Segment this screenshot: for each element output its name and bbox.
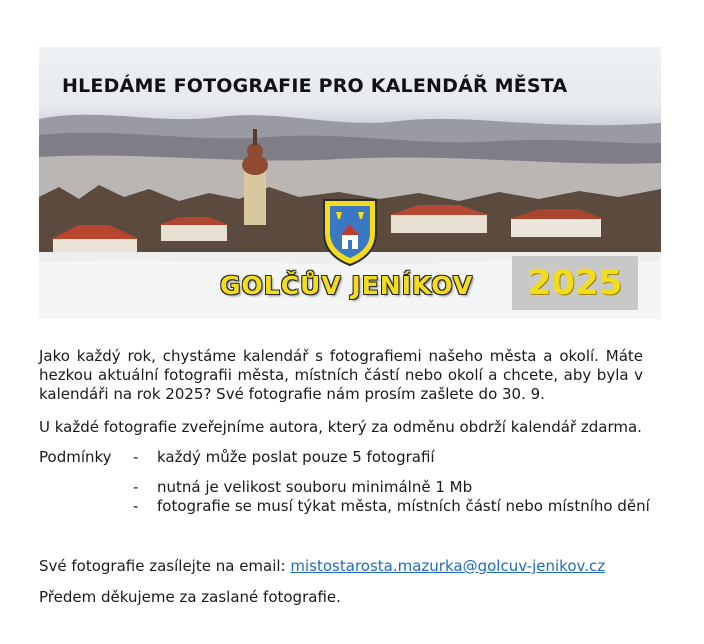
contact-line bbox=[39, 557, 643, 576]
town-crest-icon bbox=[321, 197, 379, 267]
page-title: HLEDÁME FOTOGRAFIE PRO KALENDÁŘ MĚSTA bbox=[62, 75, 568, 97]
thanks-line: Předem děkujeme za zaslané fotografie. bbox=[39, 588, 341, 606]
town-name-logo: GOLČŮV JENÍKOV bbox=[220, 271, 474, 300]
conditions-item: - nutná je velikost souboru minimálně 1 Mb bbox=[133, 478, 473, 496]
year-badge bbox=[512, 256, 638, 310]
bullet-dash: - bbox=[133, 497, 139, 515]
email-link[interactable]: mistostarosta.mazurka@golcuv-jenikov.cz bbox=[290, 557, 606, 575]
intro-paragraph: Jako každý rok, chystáme kalendář s fotografiemi našeho města a okolí. Máte hezkou aktuální fotografii města, místních částí nebo okolí a chcete, aby byla v kalendáři na rok 2025? Své fotografie nám prosím zašlete do 30. 9. bbox=[39, 347, 643, 403]
bullet-dash: - bbox=[133, 448, 139, 466]
header-banner bbox=[39, 47, 661, 319]
author-note-paragraph: U každé fotografie zveřejníme autora, který za odměnu obdrží kalendář zdarma. bbox=[39, 418, 642, 436]
contact-prefix: Své fotografie zasílejte na email: bbox=[39, 557, 286, 575]
conditions-item: - fotografie se musí týkat města, místních částí nebo místního dění bbox=[133, 497, 650, 515]
conditions-label: Podmínky bbox=[39, 448, 112, 466]
conditions-item: - každý může poslat pouze 5 fotografií bbox=[133, 448, 435, 466]
bullet-dash: - bbox=[133, 478, 139, 496]
year-label: 2025 bbox=[527, 263, 623, 303]
